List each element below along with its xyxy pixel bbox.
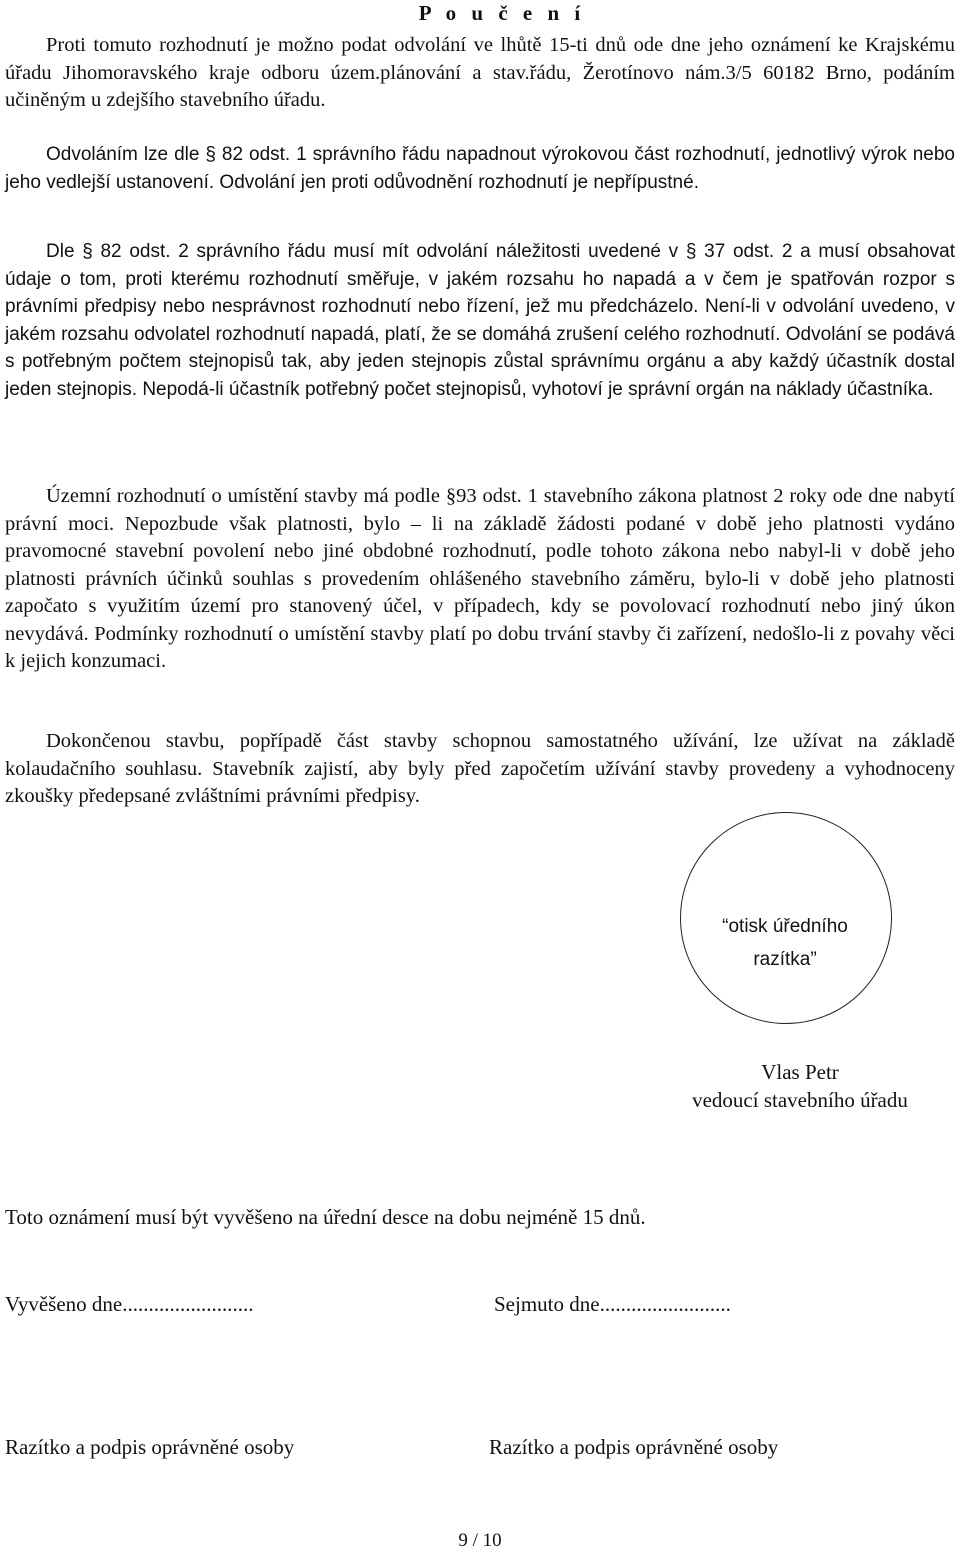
page-number: 9 / 10 [458, 1530, 502, 1551]
paragraph-appeal-requirements [5, 238, 955, 403]
signature-field-right: Razítko a podpis oprávněné osoby [489, 1435, 779, 1459]
stamp-text-line: “otisk úředního [722, 916, 848, 937]
signer-name: Vlas Petr [761, 1060, 839, 1084]
paragraph-appeal-info [5, 32, 955, 115]
paragraph-zoning-validity [5, 483, 955, 676]
paragraph-text: Dle § 82 odst. 2 správního řádu musí mít odvolání náležitosti uvedené v § 37 odst. 2 a musí obsahovat údaje o tom, proti kterému rozhodnutí směřuje, v jakém rozsahu ho napadá a v čem je spatřován rozpor s právními předpisy nebo nesprávnost rozhodnutí nebo řízení, jež mu předcházelo. Není-li v odvolání uvedeno, v jakém rozsahu odvolatel rozhodnutí napadá, platí, že se domáhá zrušení celého rozhodnutí. Odvolání se podává s potřebným počtem stejnopisů tak, aby jeden stejnopis zůstal správnímu orgánu a aby každý účastník dostal jeden stejnopis. Nepodá-li účastník potřebný počet stejnopisů, vyhotoví je správní orgán na náklady účastníka. [5, 241, 955, 400]
posted-date-field: Vyvěšeno dne......................... [5, 1292, 254, 1316]
stamp-placeholder [680, 910, 890, 976]
stamp-text-line: razítka” [753, 949, 817, 970]
removed-date-field: Sejmuto dne......................... [494, 1292, 731, 1316]
paragraph-text: Dokončenou stavbu, popřípadě část stavby schopnou samostatného užívání, lze užívat na základě kolaudačního souhlasu. Stavebník zajistí, aby byly před započetím užívání stavby provedeny a vyhodnoceny zkoušky předepsané zvláštními právními předpisy. [5, 730, 955, 807]
paragraph-text: Odvoláním lze dle § 82 odst. 1 správního řádu napadnout výrokovou část rozhodnutí, jednotlivý výrok nebo jeho vedlejší ustanovení. Odvolání jen proti odůvodnění rozhodnutí je nepřípustné. [5, 144, 955, 193]
page-heading: P o u č e n í [418, 1, 586, 25]
signer-title: vedoucí stavebního úřadu [692, 1088, 908, 1112]
signature-field-left: Razítko a podpis oprávněné osoby [5, 1435, 295, 1459]
paragraph-appeal-scope [5, 141, 955, 196]
posting-notice: Toto oznámení musí být vyvěšeno na úřední desce na dobu nejméně 15 dnů. [5, 1205, 646, 1229]
paragraph-text: Územní rozhodnutí o umístění stavby má podle §93 odst. 1 stavebního zákona platnost 2 roky ode dne nabytí právní moci. Nepozbude však platnosti, bylo – li na základě žádosti podané v době jeho platnosti vydáno pravomocné stavební povolení nebo jiné obdobné rozhodnutí, podle tohoto zákona nebo nabyl-li v době jeho platnosti právních účinků souhlas s provedením ohlášeného stavebního záměru, bylo-li v době jeho platnosti započato s využitím území pro stanovený účel, v případech, kdy se povolovací rozhodnutí nebo jiný úkon nevydává. Podmínky rozhodnutí o umístění stavby platí po dobu trvání stavby či zařízení, nedošlo-li z povahy věci k jejich konzumaci. [5, 485, 955, 672]
paragraph-text: Proti tomuto rozhodnutí je možno podat odvolání ve lhůtě 15-ti dnů ode dne jeho oznámení ke Krajskému úřadu Jihomoravského kraje odboru územ.plánování a stav.řádu, Žerotínovo nám.3/5 60182 Brno, podáním učiněným u zdejšího stavebního úřadu. [5, 34, 955, 111]
paragraph-occupancy [5, 728, 955, 811]
